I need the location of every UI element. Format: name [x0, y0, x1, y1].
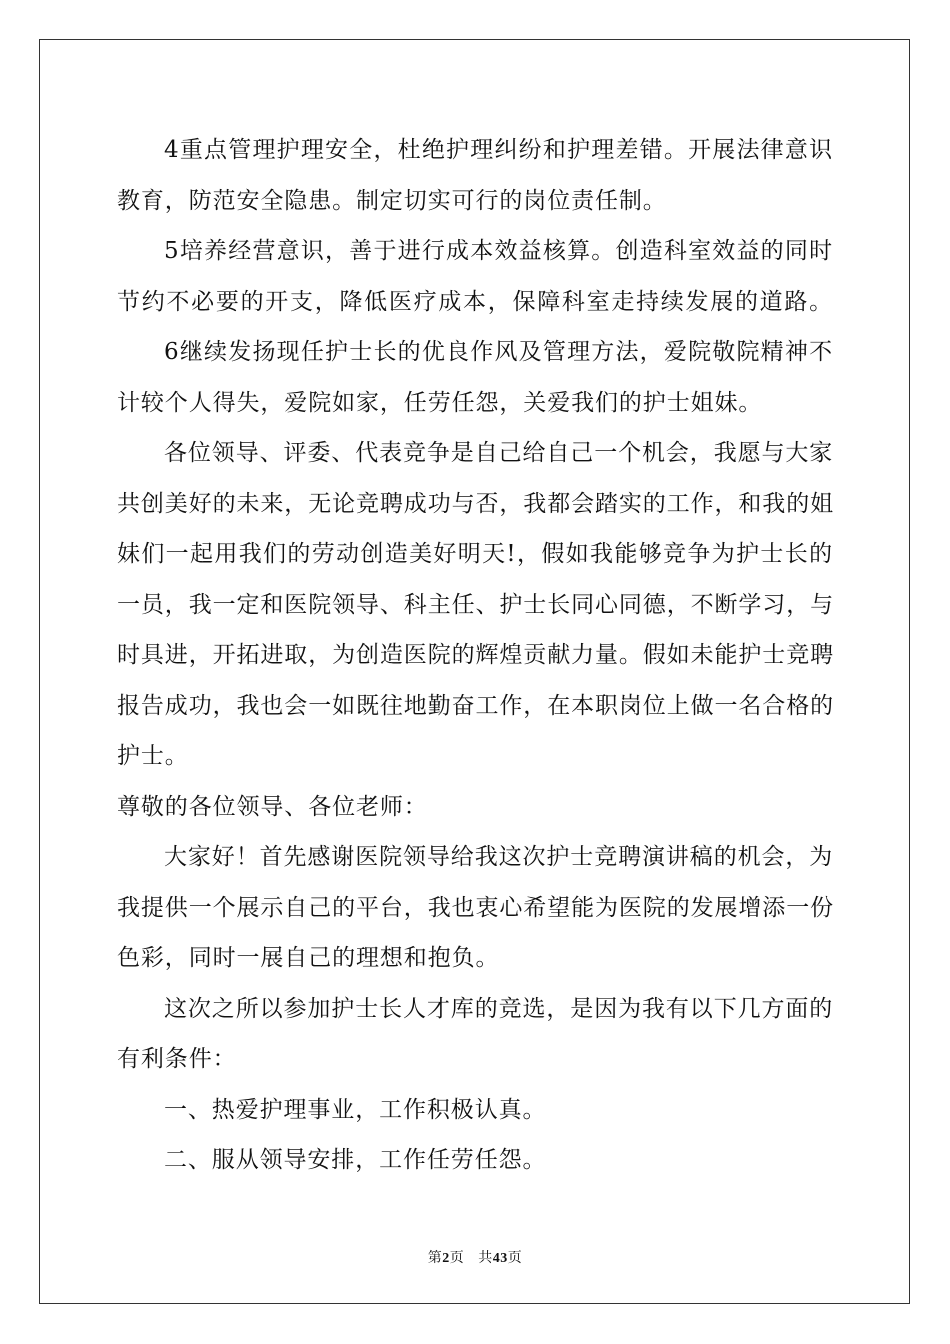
text-line: 有利条件： — [117, 1046, 237, 1072]
paragraph — [117, 327, 833, 428]
paragraph — [117, 226, 833, 327]
text-line: 一员，我一定和医院领导、科主任、护士长同心同德，不断学习，与 — [117, 591, 834, 618]
text-line: 这次之所以参加护士长人才库的竞选，是因为我有以下几方面的 — [164, 995, 834, 1022]
total-suffix: 页 — [507, 1250, 523, 1266]
text-line: 尊敬的各位领导、各位老师： — [117, 793, 428, 820]
text-line: 计较个人得失，爱院如家，任劳任怨，关爱我们的护士姐妹。 — [117, 389, 763, 416]
text-line: 5培养经营意识，善于进行成本效益核算。创造科室效益的同时 — [164, 238, 833, 264]
text-line: 大家好！首先感谢医院领导给我这次护士竞聘演讲稿的机会，为 — [164, 844, 834, 870]
document-body — [117, 125, 833, 1186]
text-line: 教育，防范安全隐患。制定切实可行的岗位责任制。 — [117, 187, 667, 214]
text-line: 6继续发扬现任护士长的优良作风及管理方法，爱院敬院精神不 — [164, 339, 833, 365]
text-line: 节约不必要的开支，降低医疗成本，保障科室走持续发展的道路。 — [117, 288, 833, 315]
text-line: 色彩，同时一展自己的理想和抱负。 — [117, 945, 500, 971]
paragraph — [117, 984, 833, 1085]
paragraph — [117, 428, 833, 782]
paragraph — [117, 125, 833, 226]
page-footer — [0, 1247, 950, 1267]
text-line: 4重点管理护理安全，杜绝护理纠纷和护理差错。开展法律意识 — [164, 137, 833, 163]
salutation — [117, 782, 833, 833]
text-line: 时具进，开拓进取，为创造医院的辉煌贡献力量。假如未能护士竞聘 — [117, 642, 834, 668]
page-suffix: 页 — [449, 1250, 465, 1266]
text-line: 护士。 — [117, 743, 189, 769]
paragraph — [117, 832, 833, 984]
text-line: 二、服从领导安排，工作任劳任怨。 — [164, 1147, 547, 1173]
total-prefix: 共 — [478, 1250, 493, 1266]
list-item — [117, 1135, 833, 1186]
text-line: 各位领导、评委、代表竞争是自己给自己一个机会，我愿与大家 — [164, 440, 834, 466]
page-prefix: 第 — [427, 1250, 443, 1266]
page-number: 2 — [442, 1251, 450, 1266]
total-pages: 43 — [492, 1251, 508, 1266]
text-line: 妹们一起用我们的劳动创造美好明天!，假如我能够竞争为护士长的 — [117, 541, 833, 567]
text-line: 我提供一个展示自己的平台，我也衷心希望能为医院的发展增添一份 — [117, 894, 834, 921]
text-line: 一、热爱护理事业，工作积极认真。 — [164, 1096, 547, 1123]
text-line: 报告成功，我也会一如既往地勤奋工作，在本职岗位上做一名合格的 — [117, 692, 834, 719]
text-line: 共创美好的未来，无论竞聘成功与否，我都会踏实的工作，和我的姐 — [117, 490, 834, 517]
list-item — [117, 1085, 833, 1136]
